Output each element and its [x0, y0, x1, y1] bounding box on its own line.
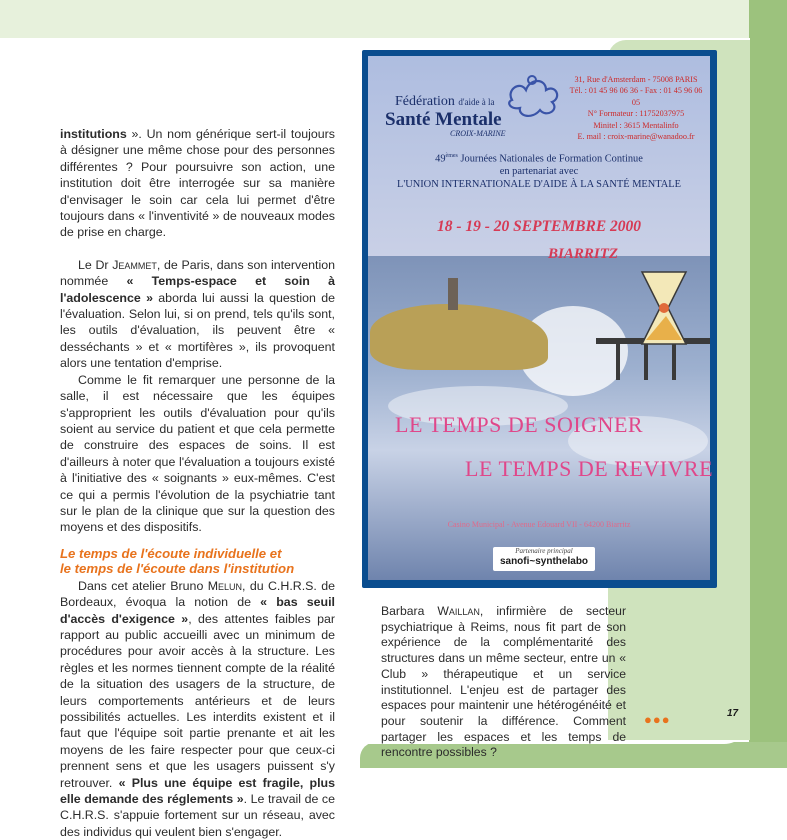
event-city: BIARRITZ: [548, 246, 619, 262]
partner-label: Partenaire principal: [515, 547, 573, 555]
partner-box: [493, 547, 595, 571]
paragraph-evaluation: Comme le fit remarquer une personne de la salle, il est nécessaire que les équipes s'approprient les outils d'évaluation pour qu'ils soient au service du patient et que cela permette de construire des espaces de soins. Il est d'ailleurs à noter que l'évaluation a toujours existé à l'initiative des « soignants » eux-mêmes. C'est ce qui a permis l'évolution de la psychiatrie tant sur le plan de la clinique que sur la question des moyens et des dispositifs.: [60, 372, 335, 535]
event-sup: èmes: [445, 153, 458, 159]
bridge-leg: [672, 344, 676, 380]
event-line-1: [368, 150, 710, 166]
event-line-3: L'UNION INTERNATIONALE D'AIDE À LA SANTÉ MENTALE: [397, 178, 681, 190]
text-span: , infirmière de secteur psychiatrique à Reims, nous fit part de son expérience de la complémentarité des structures dans un même secteur, entre un « Club » thérapeutique et un service institutionnel. L'enjeu est de partager des espaces pour maintenir une hétérogénéité et pour soutenir la différence. Comment partager les espaces et les temps de rencontre possibles ?: [381, 604, 627, 760]
hourglass-figure-icon: [634, 268, 694, 348]
top-green-band: [0, 0, 787, 42]
text-span: , des attentes faibles par rapport au public accueilli avec un minimum de procédures pour avoir accès à la structure. Les règles et les normes tiennent compte de la réalité de la situation des usagers de la structure, de leurs comportements antérieurs et de leurs possibilités actuelles. Les interdits existent et il faut que l'équipe soit partie prenante et ait les moyens de les faire respecter pour que ceux-ci prennent sens et que les usagers puissent s'y retrouver.: [60, 611, 335, 790]
event-number: 49: [435, 153, 446, 165]
event-description: [368, 150, 710, 191]
right-text-column: [381, 604, 626, 761]
left-text-column: [60, 126, 335, 840]
bold-title-adolescence: « Temps-espace et soin à l'adolescence »: [60, 274, 335, 305]
paragraph-melun: [60, 578, 335, 840]
section-heading-line1: Le temps de l'écoute individuelle et: [60, 545, 282, 561]
phone-fax-line: Tél. : 01 45 96 06 36 - Fax : 01 45 96 06 05: [569, 86, 703, 107]
paragraph-jeammet: [60, 257, 335, 372]
address-line: 31, Rue d'Amsterdam - 75008 PARIS: [574, 75, 698, 84]
federation-main-title: Santé Mentale: [385, 109, 502, 130]
section-heading-line2: le temps de l'écoute dans l'institution: [60, 560, 295, 576]
federation-title: [395, 95, 494, 109]
page-number: 17: [727, 708, 739, 719]
text-span: Dans cet atelier Bruno: [78, 578, 208, 593]
right-green-edge: [749, 0, 787, 768]
federation-logo-icon: [502, 70, 566, 120]
tower-illustration: [448, 278, 458, 310]
paragraph-institutions: [60, 126, 335, 241]
text-span: . Le travail de ce C.H.R.S. s'appuie fortement sur un réseau, avec des individus qui veulent bien s'engager.: [60, 792, 336, 839]
address-block: [566, 74, 706, 142]
author-name-waillan: Waillan: [437, 604, 480, 618]
partner-name: sanofi~synthelabo: [499, 556, 589, 567]
federation-small-text: d'aide à la: [458, 97, 495, 107]
slogan-revivre: LE TEMPS DE REVIVRE: [465, 456, 714, 481]
bold-institutions: institutions: [60, 127, 127, 141]
paragraph-waillan: [381, 604, 626, 761]
decorative-dots: ●●●: [644, 712, 671, 727]
formateur-line: N° Formateur : 11752037975: [587, 109, 685, 119]
text-span: , de Paris, dans son intervention nommée: [60, 257, 335, 289]
bold-equipe-fragile: « Plus une équipe est fragile, plus elle demande des réglements »: [60, 775, 335, 807]
email-line: E. mail : croix-marine@wanadoo.fr: [577, 132, 695, 142]
event-line-2: en partenariat avec: [499, 166, 579, 178]
author-name-melun: Melun: [207, 578, 243, 593]
bold-bas-seuil: « bas seuil d'accès d'exigence »: [60, 595, 335, 626]
text-span: , du C.H.R.S. de Bordeaux, évoqua la notion de: [60, 578, 335, 610]
paragraph-institutions-text: ». Un nom générique sert-il toujours à désigner une même chose pour des personnes différentes ? Pour poursuivre son action, une institution doit être interrogée sur sa manière d'envisager le soin car cela lui permet d'être toujours dans « l'inventivité » de nouveaux modes de prise en charge.: [60, 127, 335, 240]
slogan-soigner: LE TEMPS DE SOIGNER: [395, 412, 644, 437]
event-title: Journées Nationales de Formation Continue: [457, 153, 643, 165]
event-venue: Casino Municipal - Avenue Edouard VII - 64200 Biarritz: [447, 520, 631, 529]
bridge-leg: [616, 344, 620, 380]
text-span: Le Dr: [78, 257, 113, 272]
author-name-jeammet: Jeammet: [112, 257, 157, 272]
text-span: aborda lui aussi la question de l'évaluation. Selon lui, si on prend, tels qu'ils sont, les outils d'évaluation, ils peuvent être « desséchants » et « mortifères », ils provoquent alors une tentation d'emprise.: [60, 290, 335, 371]
federation-subtitle: CROIX-MARINE: [450, 129, 506, 138]
minitel-line: Minitel : 3615 Mentalinfo: [593, 120, 679, 130]
text-span: Barbara: [381, 604, 438, 618]
bridge-leg: [644, 344, 648, 380]
event-dates: 18 - 19 - 20 SEPTEMBRE 2000: [436, 218, 642, 235]
section-heading: [60, 546, 335, 576]
federation-word: Fédération: [395, 94, 455, 109]
